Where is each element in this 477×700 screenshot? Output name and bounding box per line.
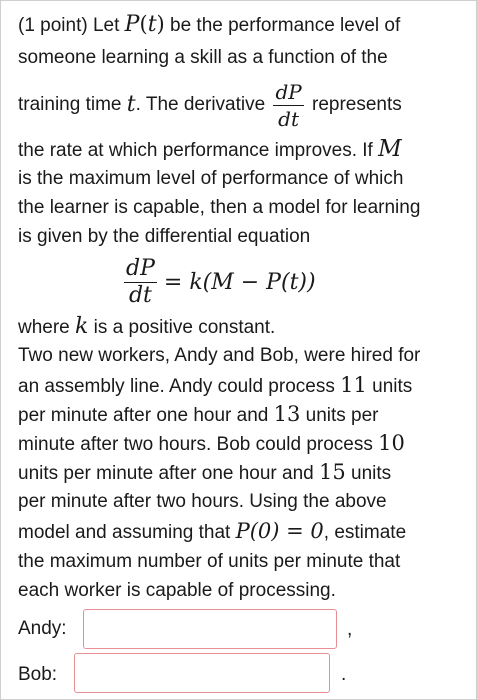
bob-hour-one-rate: 10 (378, 431, 405, 455)
andy-comma: , (347, 619, 353, 640)
math-var-P: P (124, 12, 140, 37)
line-1-suffix: be the performance level of (164, 15, 401, 36)
andy-label: Andy: (18, 618, 67, 639)
problem-line-15 (18, 519, 406, 545)
equation-denominator: dt (128, 282, 152, 308)
problem-line-9: Two new workers, Andy and Bob, were hired for (18, 345, 421, 366)
line-3-suffix: represents (306, 94, 402, 115)
problem-line-5: is the maximum level of performance of which (18, 168, 404, 189)
andy-hour-two-rate: 13 (273, 402, 301, 426)
problem-line-2: someone learning a skill as a function of the (18, 47, 388, 68)
problem-line-13 (18, 460, 391, 486)
andy-hour-one-rate: 11 (340, 373, 367, 397)
math-var-t: t (147, 12, 157, 37)
problem-line-11 (18, 402, 379, 428)
line-8-suffix: is a positive constant. (88, 317, 276, 338)
problem-line-12 (18, 431, 405, 457)
fraction-denominator: dt (278, 106, 299, 131)
line-11-suffix: units per (300, 405, 379, 426)
initial-condition-math: P(0) = 0 (235, 519, 324, 543)
math-paren-close: ) (156, 12, 165, 36)
problem-line-17: each worker is capable of processing. (18, 580, 336, 601)
line-11-prefix: per minute after one hour and (18, 405, 274, 426)
equation-rhs: = k(M − P(t)) (163, 269, 316, 295)
line-15-prefix: model and assuming that (18, 522, 236, 543)
line-13-suffix: units (345, 463, 392, 484)
problem-line-14: per minute after two hours. Using the above (18, 491, 387, 512)
problem-line-6: the learner is capable, then a model for learning (18, 197, 421, 218)
line-15-suffix: , estimate (323, 522, 407, 543)
points-intro-text: (1 point) Let (18, 15, 125, 36)
fraction-numerator: dP (275, 79, 302, 104)
equation-fraction (124, 257, 157, 308)
math-paren-open: ( (139, 12, 148, 36)
line-13-prefix: units per minute after one hour and (18, 463, 320, 484)
problem-line-10 (18, 373, 412, 399)
line-3-prefix: training time (18, 94, 127, 115)
line-10-suffix: units (366, 376, 413, 397)
line-3-mid: . The derivative (135, 94, 271, 115)
bob-period: . (341, 664, 347, 685)
problem-line-7: is given by the differential equation (18, 226, 311, 247)
math-var-k: k (75, 314, 89, 339)
math-var-t: t (126, 92, 136, 117)
bob-answer-input[interactable] (74, 653, 330, 693)
problem-line-3 (18, 73, 402, 137)
math-var-M: M (378, 136, 402, 162)
derivative-fraction (273, 80, 303, 131)
andy-answer-input[interactable] (83, 609, 337, 649)
line-8-prefix: where (18, 317, 76, 338)
problem-line-1 (18, 12, 400, 38)
bob-hour-two-rate: 15 (319, 460, 346, 484)
line-4-prefix: the rate at which performance improves. If (18, 140, 379, 161)
line-12-prefix: minute after two hours. Bob could process (18, 434, 379, 455)
differential-equation (121, 247, 316, 317)
problem-line-16: the maximum number of units per minute that (18, 551, 401, 572)
line-10-prefix: an assembly line. Andy could process (18, 376, 341, 397)
problem-line-4 (18, 137, 402, 163)
problem-line-8 (18, 315, 275, 340)
bob-label: Bob: (18, 664, 58, 685)
equation-numerator: dP (126, 255, 155, 281)
